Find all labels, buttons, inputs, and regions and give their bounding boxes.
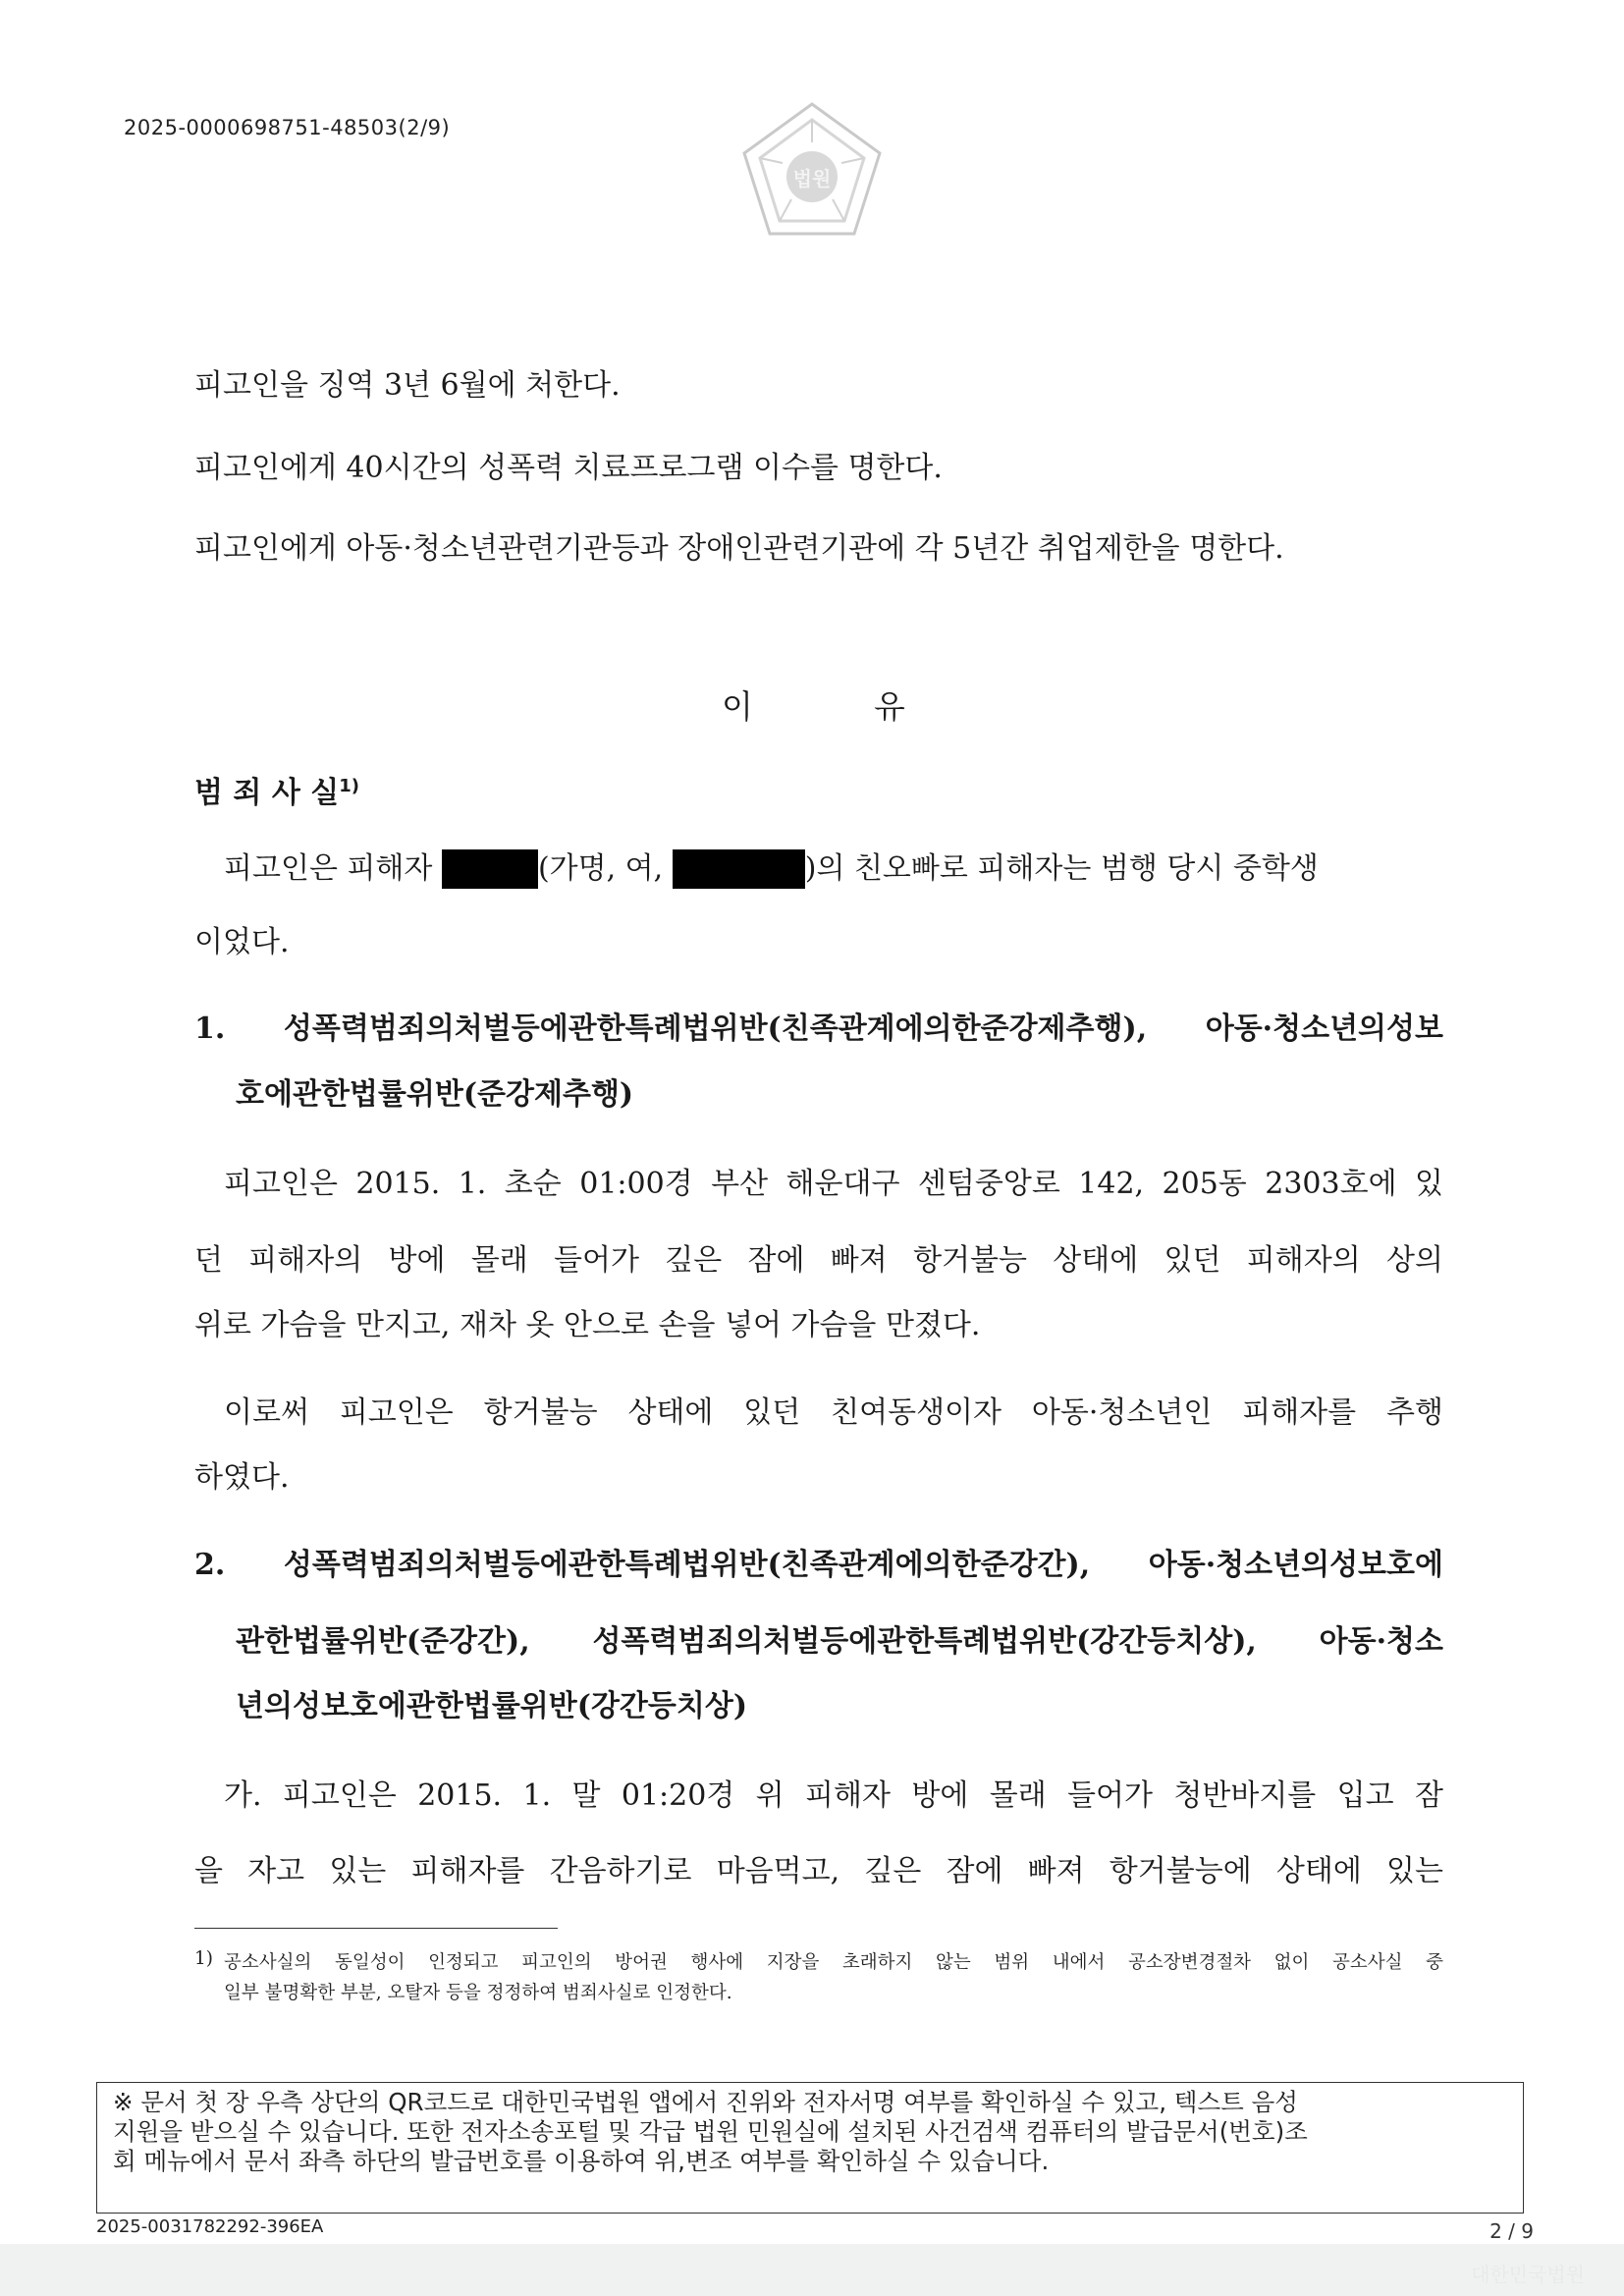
svg-text:법원: 법원 [792,167,832,191]
notice-line: 회 메뉴에서 문서 좌측 하단의 발급번호를 이용하여 위,변조 여부를 확인하실 수 있습니다. [113,2147,1050,2175]
intro-text: (가명, 여, [537,851,673,886]
body-line: 가. 피고인은 2015. 1. 말 01:20경 위 피해자 방에 몰래 들어가 청반바지를 입고 잠 [224,1778,1443,1813]
redaction-box [673,849,805,889]
footnote-divider [194,1928,558,1929]
court-watermark: 대한민국법원 [1471,2263,1585,2286]
redaction-box [442,849,538,889]
issue-number: 2025-0031782292-396EA [96,2216,324,2237]
order-sentence: 피고인에게 40시간의 성폭력 치료프로그램 이수를 명한다. [194,451,943,485]
section2-heading: 관한법률위반(준강간), 성폭력범죄의처벌등에관한특례법위반(강간등치상), 아동·청소 [236,1624,1443,1659]
body-line: 을 자고 있는 피해자를 간음하기로 마음먹고, 깊은 잠에 빠져 항거불능에 상태에 있는 [194,1854,1443,1888]
body-line: 하였다. [194,1460,290,1495]
intro-text: )의 친오빠로 피해자는 범행 당시 중학생 [804,851,1319,886]
body-line: 위로 가슴을 만지고, 재차 옷 안으로 손을 넣어 가슴을 만졌다. [194,1308,981,1342]
intro-line [224,849,1441,889]
page-number: 2 / 9 [1489,2219,1534,2243]
document-number: 2025-0000698751-48503(2/9) [124,116,451,139]
section2-heading: 2. 성폭력범죄의처벌등에관한특례법위반(친족관계에의한준강간), 아동·청소년의성보호에 [194,1548,1443,1582]
order-sentence: 피고인을 징역 3년 6월에 처한다. [194,368,621,403]
facts-heading [194,768,359,811]
section2-heading: 년의성보호에관한법률위반(강간등치상) [236,1689,748,1723]
notice-line: ※ 문서 첫 장 우측 상단의 QR코드로 대한민국법원 앱에서 진위와 전자서명 여부를 확인하실 수 있고, 텍스트 음성 [113,2088,1298,2116]
intro-text: 피고인은 피해자 [224,851,442,886]
reason-title-char: 유 [874,687,905,726]
facts-heading-text: 범 죄 사 실 [194,776,340,810]
footnote-text: 공소사실의 동일성이 인정되고 피고인의 방어권 행사에 지장을 초래하지 않는 범위 내에서 공소장변경절차 없이 공소사실 중 [224,1952,1443,1973]
reason-title-char: 이 [722,687,753,726]
body-line: 피고인은 2015. 1. 초순 01:00경 부산 해운대구 센텀중앙로 142, 205동 2303호에 있 [224,1167,1443,1201]
body-line: 이로써 피고인은 항거불능 상태에 있던 친여동생이자 아동·청소년인 피해자를 추행 [224,1395,1443,1430]
section1-heading: 호에관한법률위반(준강제추행) [236,1077,634,1112]
notice-line: 지원을 받으실 수 있습니다. 또한 전자소송포털 및 각급 법원 민원실에 설치된 사건검색 컴퓨터의 발급문서(번호)조 [113,2117,1308,2146]
intro-line: 이었다. [194,925,290,959]
body-line: 던 피해자의 방에 몰래 들어가 깊은 잠에 빠져 항거불능 상태에 있던 피해자의 상의 [194,1243,1443,1278]
footnote-ref: 1) [339,776,360,796]
verification-notice [96,2082,1524,2214]
footer-band [0,2244,1624,2296]
section1-heading: 1. 성폭력범죄의처벌등에관한특례법위반(친족관계에의한준강제추행), 아동·청소년의성보 [194,1011,1443,1046]
footnote-text: 일부 불명확한 부분, 오탈자 등을 정정하여 범죄사실로 인정한다. [224,1983,732,2003]
court-seal-emblem [738,98,886,241]
order-sentence: 피고인에게 아동·청소년관련기관등과 장애인관련기관에 각 5년간 취업제한을 명한다. [194,531,1284,566]
footnote-marker: 1) [194,1948,213,1969]
